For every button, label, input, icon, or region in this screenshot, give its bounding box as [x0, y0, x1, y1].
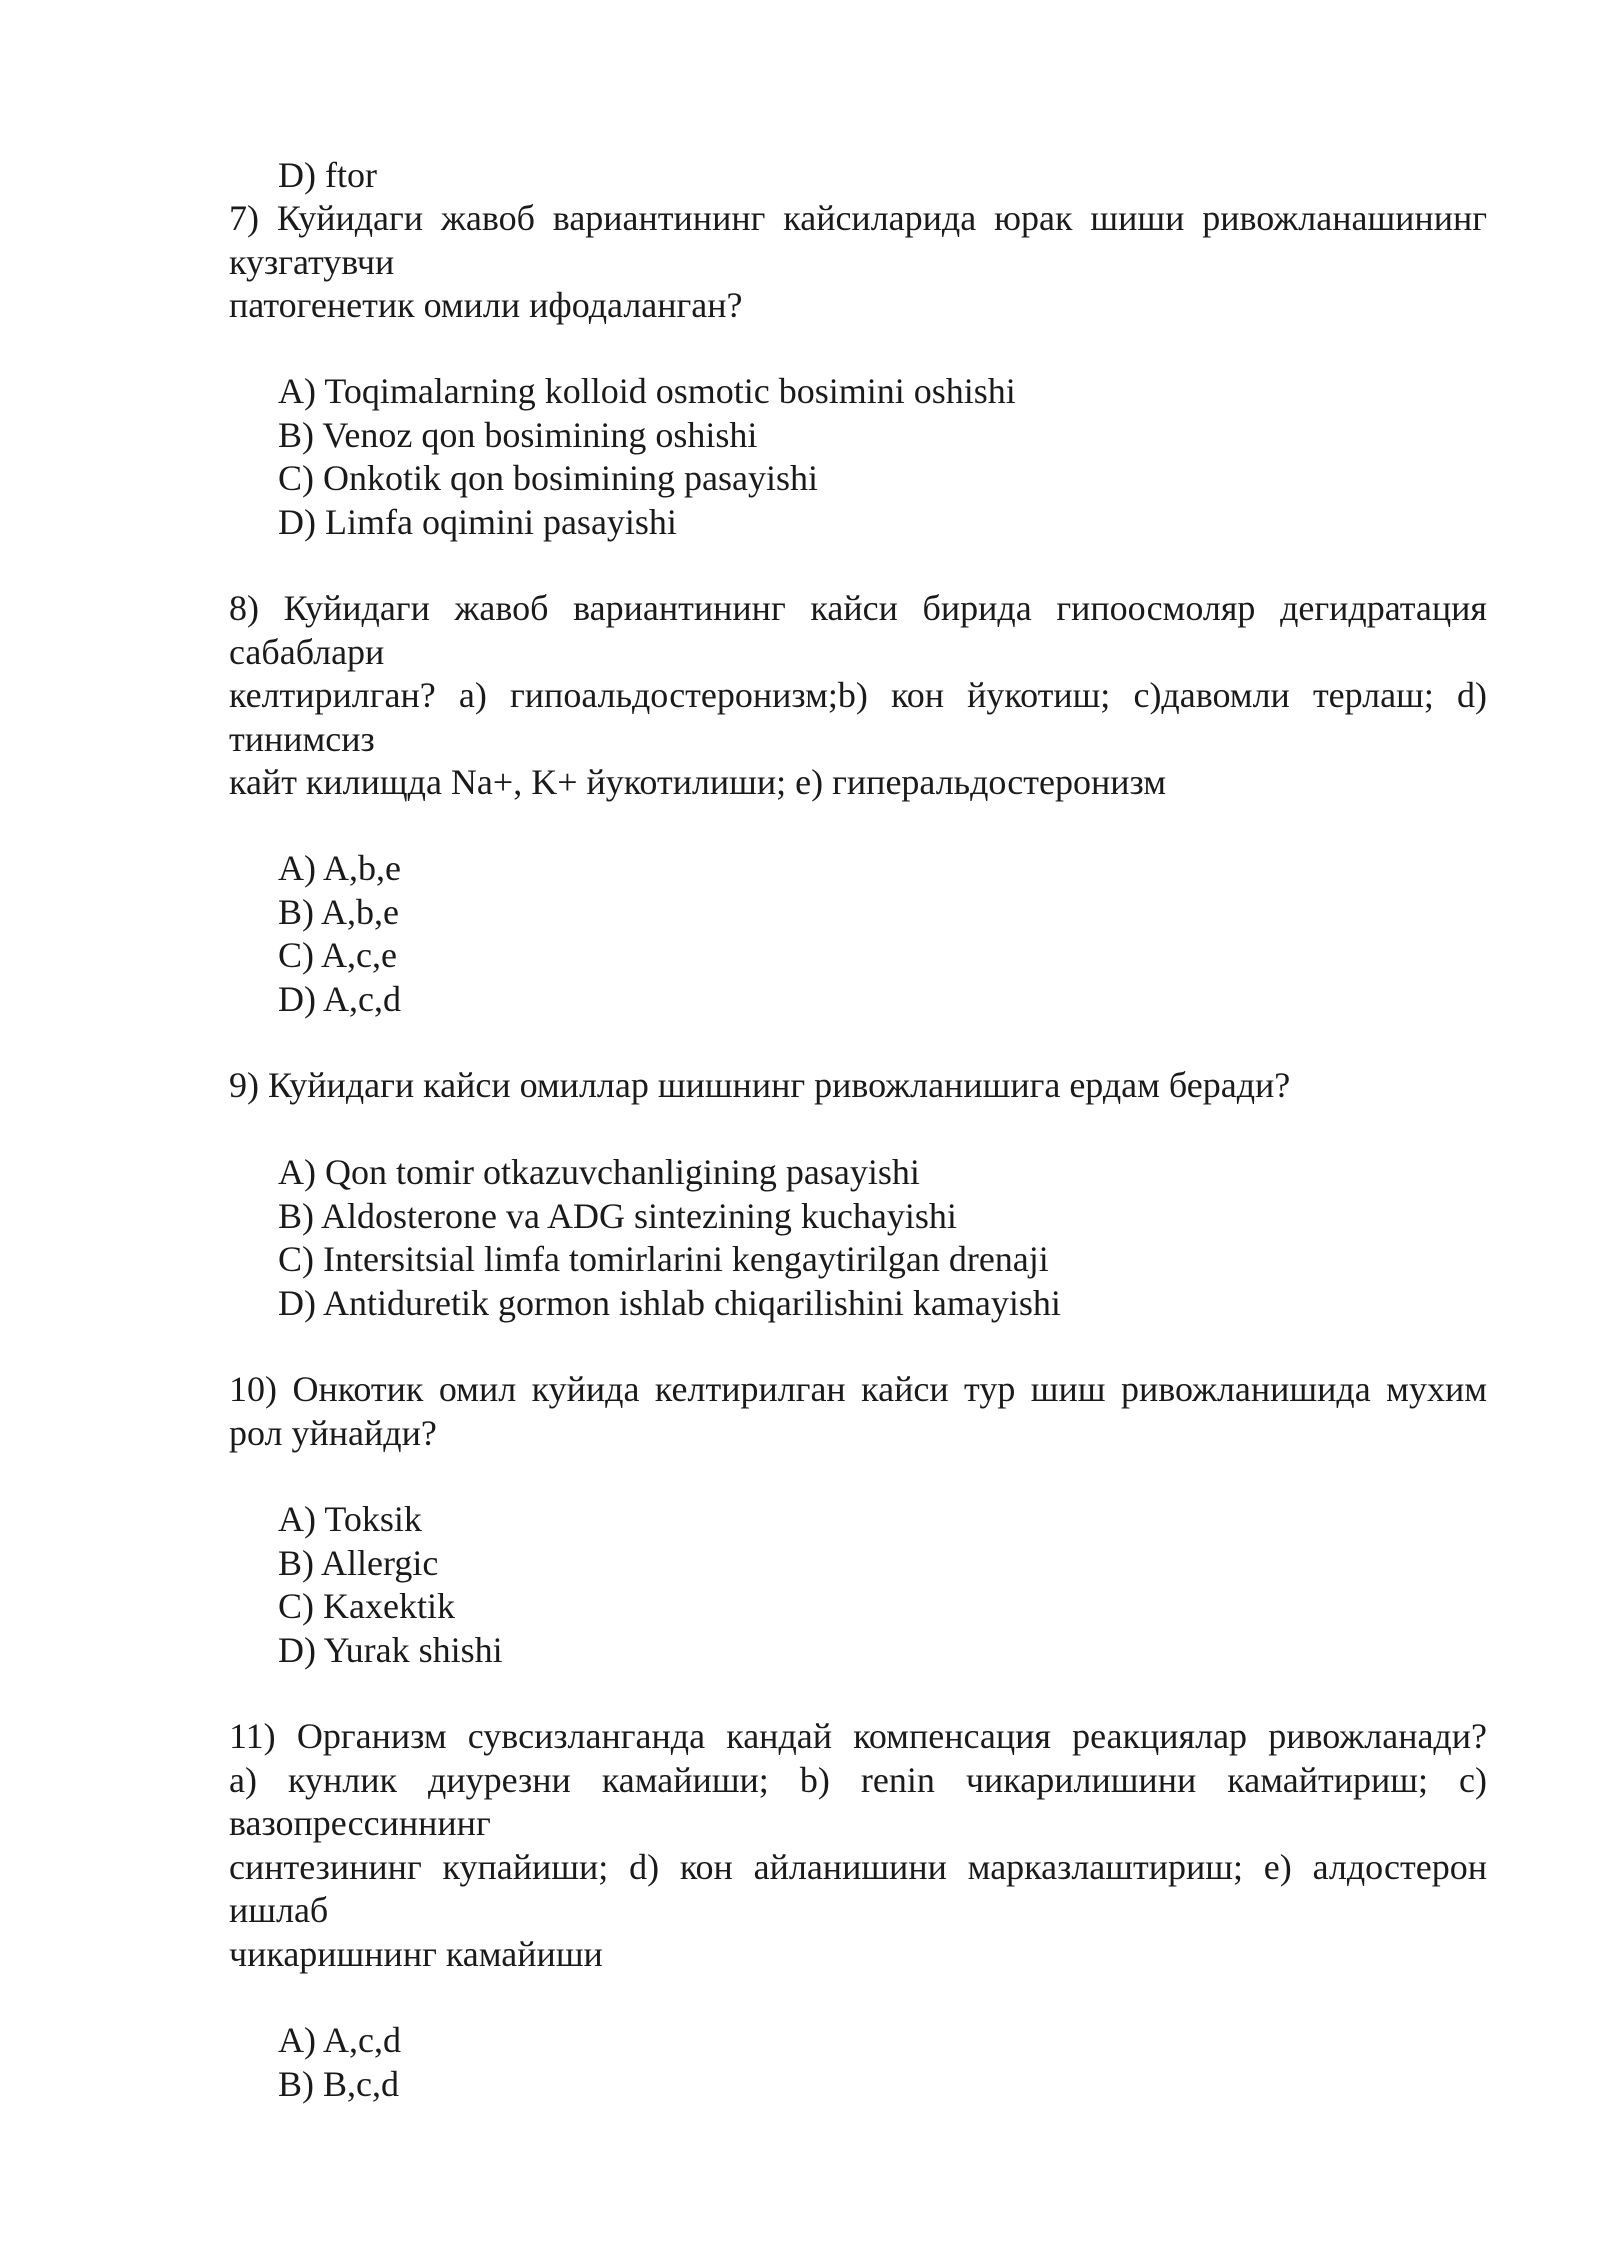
option-d: D) Limfa oqimini pasayishi — [278, 501, 677, 542]
question-7-options — [278, 370, 1016, 544]
question-10-stem — [229, 1368, 1487, 1455]
question-10-options — [278, 1498, 503, 1672]
stem-line: 9) Куйидаги кайси омиллар шишнинг ривожланишига ердам беради? — [229, 1065, 1291, 1105]
previous-option — [278, 154, 377, 198]
stem-line: вазопрессиннинг — [229, 1803, 491, 1843]
option-c: C) Kaxektik — [278, 1586, 455, 1626]
option-c: C) Onkotik qon bosimining pasayishi — [278, 458, 818, 498]
stem-line: синтезининг купайиши; d) кон айланишини марказлаштириш; e) алдостерон — [229, 1846, 1487, 1887]
option-d: D) Yurak shishi — [278, 1629, 503, 1670]
option-b: B) Venoz qon bosimining oshishi — [278, 414, 758, 455]
question-8-options — [278, 847, 401, 1021]
option-a: A) Toqimalarning kolloid osmotic bosimini oshishi — [278, 371, 1016, 411]
question-8-stem — [229, 587, 1487, 805]
option-d: D) Antiduretik gormon ishlab chiqarilishini kamayishi — [278, 1282, 1061, 1323]
stem-line: a) кунлик диурезни камайиши; b) renin чикарилишини камайтириш; c) — [229, 1759, 1487, 1800]
stem-line: 8) Куйидаги жавоб вариантининг кайси бирида гипоосмоляр дегидратация — [229, 588, 1487, 628]
stem-line: чикаришнинг камайиши — [229, 1933, 603, 1974]
stem-line: кайт килищда Na+, K+ йукотилиши; e) гиперальдостеронизм — [229, 762, 1167, 802]
option-b: B) B,c,d — [278, 2063, 399, 2104]
option-c: C) A,c,e — [278, 935, 397, 975]
option-b: B) Allergic — [278, 1542, 439, 1583]
stem-line: тинимсиз — [229, 718, 375, 759]
option-line: D) ftor — [278, 155, 377, 195]
question-9-stem — [229, 1064, 1487, 1108]
option-b: B) A,b,e — [278, 891, 399, 932]
stem-line: патогенетик омили ифодаланган? — [229, 285, 743, 325]
option-c: C) Intersitsial limfa tomirlarini kengaytirilgan drenaji — [278, 1239, 1049, 1279]
stem-line: 7) Куйидаги жавоб вариантининг кайсиларида юрак шиши ривожланашининг — [229, 198, 1487, 238]
question-11-options — [278, 2019, 401, 2106]
question-11-stem — [229, 1715, 1487, 1976]
stem-line: 10) Онкотик омил куйида келтирилган кайси тур шиш ривожланишида мухим — [229, 1369, 1487, 1409]
option-a: A) Toksik — [278, 1499, 422, 1539]
option-b: B) Aldosterone va ADG sintezining kuchayishi — [278, 1195, 957, 1236]
option-a: A) A,c,d — [278, 2020, 401, 2060]
option-a: A) A,b,e — [278, 848, 401, 888]
question-9-options — [278, 1151, 1061, 1325]
stem-line: рол уйнайди? — [229, 1412, 437, 1453]
stem-line: 11) Организм сувсизланганда кандай компенсация реакциялар ривожланади? — [229, 1716, 1487, 1756]
question-7-stem — [229, 197, 1487, 328]
stem-line: кузгатувчи — [229, 241, 395, 282]
option-d: D) A,c,d — [278, 978, 401, 1019]
stem-line: ишлаб — [229, 1890, 329, 1930]
stem-line: сабаблари — [229, 631, 385, 672]
option-a: A) Qon tomir otkazuvchanligining pasayishi — [278, 1152, 920, 1192]
stem-line: келтирилган? a) гипоальдостеронизм;b) кон йукотиш; c)давомли терлаш; d) — [229, 675, 1487, 715]
